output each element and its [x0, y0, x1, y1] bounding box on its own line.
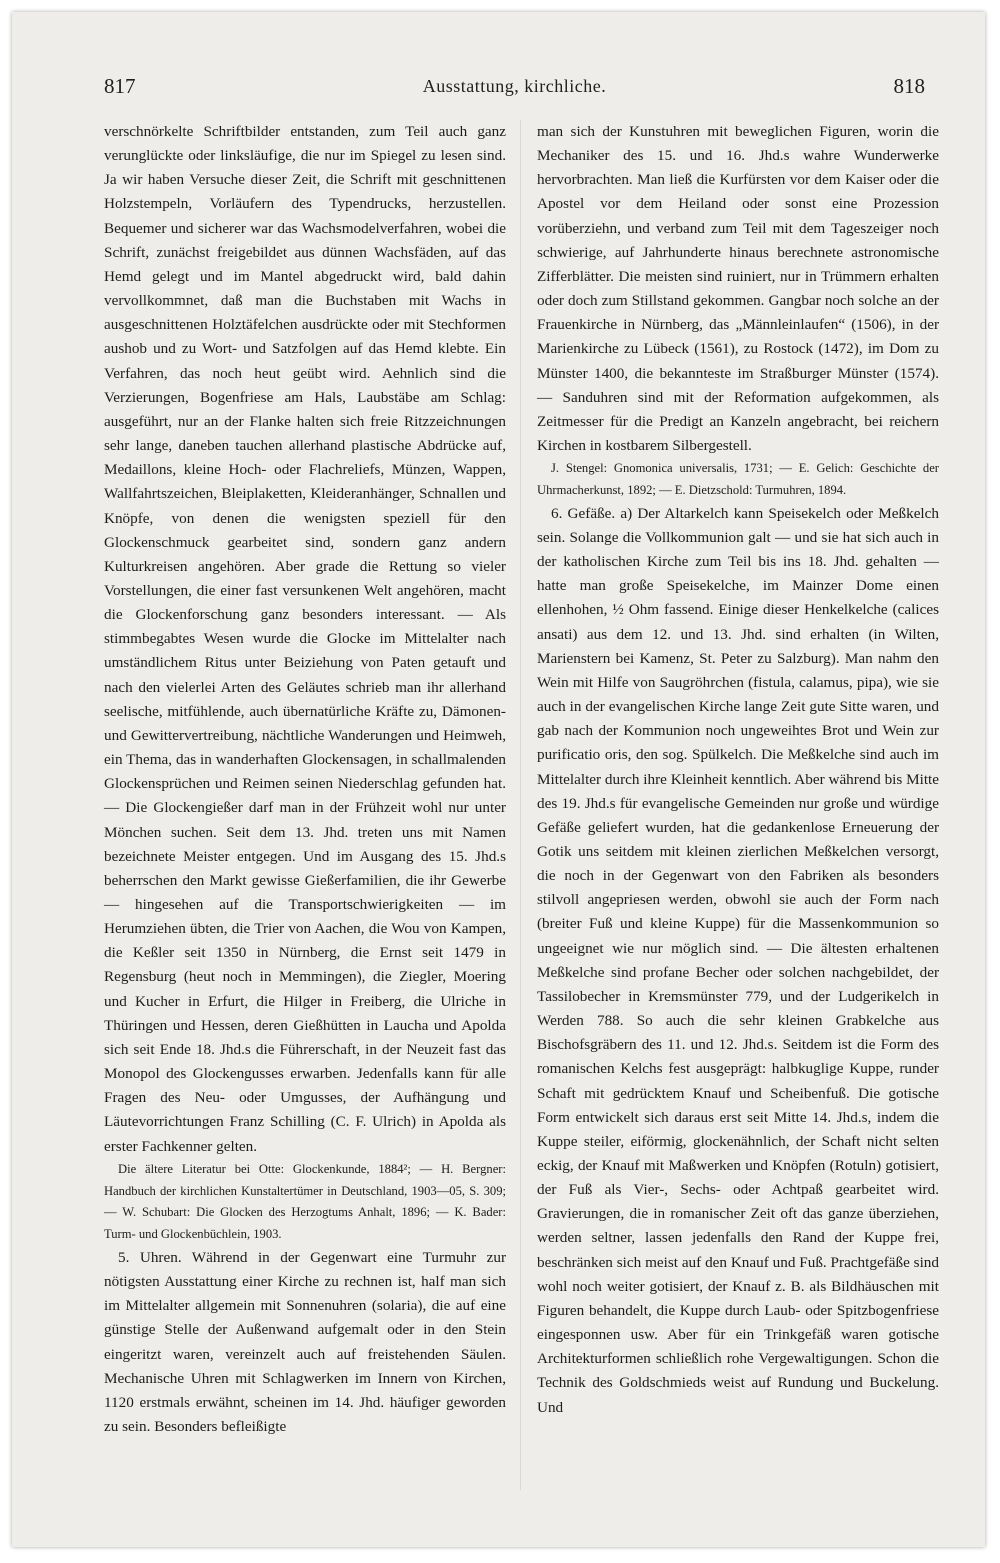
left-column: [104, 120, 506, 1439]
left-literature-note: Die ältere Literatur bei Otte: Glockenkunde, 1884²; — H. Bergner: Handbuch der kirchlichen Kunstaltertümer in Deutschland, 1903—05, S. 309; — W. Schubart: Die Glocken des Herzogtums Anhalt, 1896; — K. Bader: Turm- und Glockenbüchlein, 1903.: [104, 1161, 506, 1242]
scanned-page: [12, 12, 985, 1547]
left-paragraph-bells: verschnörkelte Schriftbilder entstanden, zum Teil auch ganz verunglückte oder linksläufige, die nur im Spiegel zu lesen sind. Ja wir haben Versuche dieser Zeit, die Schrift mit geschnittenen Holzstempeln, Vorläufern des Typendrucks, herzustellen. Bequemer und sicherer war das Wachsmodelverfahren, wobei die Schrift, zunächst freigebildet aus dünnen Wachsfäden, auf das Hemd gelegt und im Mantel abgedruckt wird, bald dahin vervollkommnet, daß man die Buchstaben mit Wachs in ausgeschnittenen Holztäfelchen ausdrückte oder mit Stechformen aushob und zu Wort- und Satzfolgen auf das Hemd klebte. Ein Verfahren, das noch heut geübt wird. Aehnlich sind die Verzierungen, Bogenfriese am Hals, Laubstäbe am Schlag: ausgeführt, nur an der Flanke halten sich freie Ritzzeichnungen sehr lange, daneben tauchen allerhand plastische Abdrücke auf, Medaillons, kleine Hoch- oder Flachreliefs, Münzen, Wappen, Wallfahrtszeichen, Bleiplaketten, Kleideranhänger, Schnallen und Knöpfe, von denen die wenigsten speziell für den Glockenschmuck gearbeitet sind, sondern ganz andern Kulturkreisen angehören. Aber grade die Rettung so vieler Vorstellungen, die einer fast versunkenen Welt angehören, macht die Glockenforschung ganz besonders interessant. — Als stimmbegabtes Wesen wurde die Glocke im Mittelalter nach umständlichem Ritus unter Beiziehung von Paten getauft und nach den vielerlei Arten des Geläutes schrieb man ihr allerhand seelische, mitfühlende, auch übernatürliche Kräfte zu, Dämonen- und Gewittervertreibung, nächtliche Wanderungen und Heimweh, ein Thema, das in wanderhaften Glockensagen, in schallmalenden Glockensprüchen und Reimen seinen Niederschlag gefunden hat. — Die Glockengießer darf man in der Frühzeit wohl nur unter Mönchen suchen. Seit dem 13. Jhd. treten uns mit Namen bezeichnete Meister entgegen. Und im Ausgang des 15. Jhd.s beherrschen den Markt gewisse Gießerfamilien, die ihr Gewerbe — hingesehen auf die Transportschwierigkeiten — im Herumziehen übten, die Trier von Aachen, die Wou von Kampen, die Keßler seit 1350 in Nürnberg, die Ernst seit 1479 in Regensburg (heut noch in Memmingen), die Ziegler, Moering und Kucher in Erfurt, die Hilger in Freiberg, die Ulriche in Thüringen und Hessen, deren Gießhütten in Laucha und Apolda sich seit Ende 18. Jhd.s die Führerschaft, in der Neuzeit fast das Monopol des Glockengusses erwarben. Jedenfalls kann für alle Fragen des Neu- oder Umgusses, der Aufhängung und Läutevorrichtungen Franz Schilling (C. F. Ulrich) in Apolda als erster Fachkenner gelten.: [104, 123, 506, 1155]
right-paragraph-clocks: man sich der Kunstuhren mit beweglichen Figuren, worin die Mechaniker des 15. und 16. Jhd.s wahre Wunderwerke hervorbrachten. Man ließ die Kurfürsten vor dem Kaiser oder die Apostel vor dem Heiland oder sonst eine Prozession vorüberziehn, und verband zum Teil mit dem Tageszeiger noch schwierige, auf Jahrhunderte hinaus berechnete astronomische Zifferblätter. Die meisten sind ruiniert, nur in Trümmern erhalten oder doch zum Stillstand gekommen. Gangbar noch solche an der Frauenkirche in Nürnberg, das „Männleinlaufen“ (1506), in der Marienkirche zu Lübeck (1561), zu Rostock (1472), im Dom zu Münster 1400, die bekannteste im Straßburger Münster (1574). — Sanduhren sind mit der Reformation aufgekommen, als Zeitmesser für die Predigt an Kanzeln angebracht, bei reichern Kirchen in kostbarem Silbergestell.: [537, 123, 939, 455]
page-header: [104, 74, 925, 104]
page-number-right: 818: [893, 74, 925, 98]
right-column: [537, 120, 939, 1420]
column-divider: [520, 120, 521, 1490]
right-paragraph-vessels: 6. Gefäße. a) Der Altarkelch kann Speisekelch oder Meßkelch sein. Solange die Vollkommunion galt — und sie hat sich auch in der katholischen Kirche zum Teil bis ins 18. Jhd. gehalten — hatte man große Speisekelche, im Mainzer Dome einen ellenhohen, ½ Ohm fassend. Einige dieser Henkelkelche (calices ansati) aus dem 12. und 13. Jhd. sind erhalten (in Wilten, Marienstern bei Kamenz, St. Peter zu Salzburg). Man nahm den Wein mit Hilfe von Saugröhrchen (fistula, calamus, pipa), wie sie auch in der evangelischen Kirche lange Zeit gute Sitte waren, und gab nach der Kommunion noch ungeweihtes Brot und Wein zur purificatio oris, den sog. Spülkelch. Die Meßkelche sind auch im Mittelalter durch ihre Kleinheit kenntlich. Aber während bis Mitte des 19. Jhd.s für evangelische Gemeinden nur große und würdige Gefäße geliefert wurden, hat die gedankenlose Erneuerung der Gotik uns seitdem mit kleinen zierlichen Meßkelchen versorgt, die noch in der Gegenwart von den Fabriken als besonders stilvoll angepriesen werden, obwohl sie auch der Form nach (breiter Fuß und kleine Kuppe) für die Massenkommunion so ungeeignet wie nur möglich sind. — Die ältesten erhaltenen Meßkelche sind profane Becher oder solchen nachgebildet, der Tassilobecher in Kremsmünster 779, und der Ludgerikelch in Werden 788. So auch die sehr kleinen Grabkelche aus Bischofsgräbern des 11. und 12. Jhd.s. Seitdem ist die Form des romanischen Kelchs fest ausgeprägt: halbkuglige Kuppe, runder Schaft mit gedrücktem Knauf und Scheibenfuß. Die gotische Form entwickelt sich daraus erst seit Mitte 14. Jhd.s, indem die Kuppe steiler, eiförmig, glockenähnlich, der Schaft nicht selten eckig, der Knauf mit Maßwerken und Knöpfen (Rotuln) gotisiert, der Fuß als Vier-, Sechs- oder Achtpaß gearbeitet wird. Gravierungen, die in romanischer Zeit oft das ganze überziehen, werden seltner, lassen jedenfalls den Rand der Kuppe frei, beschränken sich meist auf den Knauf und Fuß. Prachtgefäße sind wohl noch weiter gotisiert, der Knauf z. B. als Bildhäuschen mit Figuren behandelt, die Kuppe durch Laub- oder Spitzbogenfriese eingesponnen usw. Aber für ein Trinkgefäß waren gotische Architekturformen schließlich rohe Vergewaltigungen. Schon die Technik des Goldschmieds weist auf Rundung und Buckelung. Und: [537, 504, 939, 1416]
page-number-left: 817: [104, 74, 136, 98]
left-paragraph-clocks: 5. Uhren. Während in der Gegenwart eine Turmuhr zur nötigsten Ausstattung einer Kirche zu rechnen ist, half man sich im Mittelalter allgemein mit Sonnenuhren (solaria), die auf eine günstige Stelle der Außenwand aufgemalt oder in den Stein eingeritzt waren, vereinzelt auch auf freistehenden Säulen. Mechanische Uhren mit Schlagwerken im Innern von Kirchen, 1120 erstmals erwähnt, scheinen im 14. Jhd. häufiger geworden zu sein. Besonders befleißigte: [104, 1248, 506, 1435]
right-literature-note: J. Stengel: Gnomonica universalis, 1731; — E. Gelich: Geschichte der Uhrmacherkunst, 1892; — E. Dietzschold: Turmuhren, 1894.: [537, 461, 939, 497]
running-title: Ausstattung, kirchliche.: [422, 76, 607, 96]
